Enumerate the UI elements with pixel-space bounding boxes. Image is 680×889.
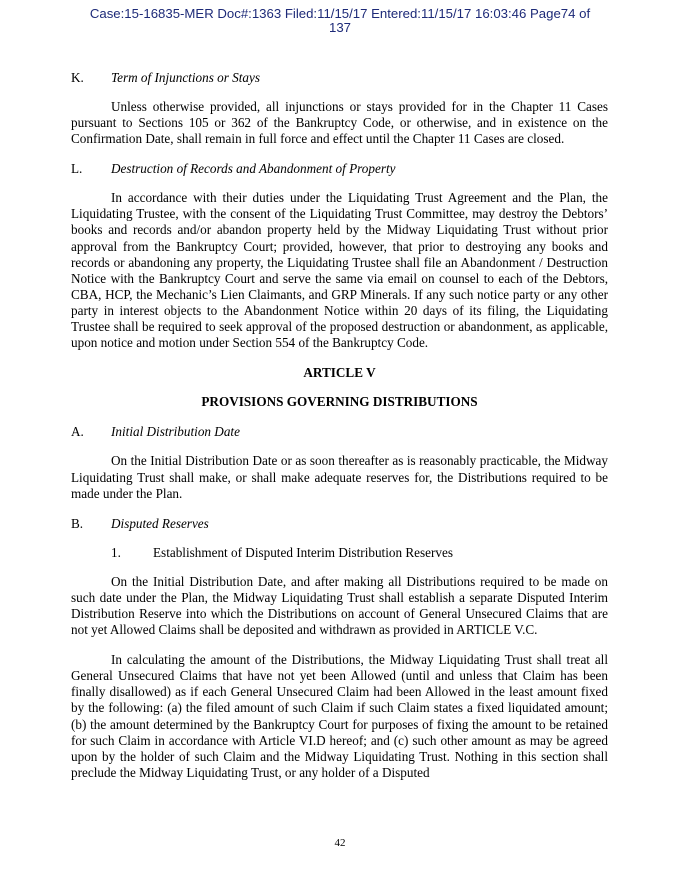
paragraph-b1-1: On the Initial Distribution Date, and after making all Distributions required to be made on such date under the Plan, the Midway Liquidating Trust shall establish a separate Disputed Interim Distribution Reserve into which the Distributions on account of General Unsecured Claims that are not yet Allowed Claims shall be deposited and withdrawn as provided in ARTICLE V.C. (71, 573, 608, 638)
section-letter: K. (71, 70, 84, 85)
subsection-heading-b1 (71, 545, 608, 561)
article-number: ARTICLE V (303, 365, 376, 381)
court-filing-header (40, 7, 640, 35)
section-heading-a (71, 424, 608, 440)
section-heading-l (71, 161, 608, 177)
paragraph-a: On the Initial Distribution Date or as soon thereafter as is reasonably practicable, the Midway Liquidating Trust shall make, or shall make adequate reserves for, the Distributions required to be made under the Plan. (71, 453, 608, 501)
page-number: 42 (334, 837, 346, 849)
filing-header-line-1: Case:15-16835-MER Doc#:1363 Filed:11/15/17 Entered:11/15/17 16:03:46 Page74 of (89, 6, 591, 21)
paragraph-k: Unless otherwise provided, all injunctions or stays provided for in the Chapter 11 Cases pursuant to Sections 105 or 362 of the Bankruptcy Code, or otherwise, and in existence on the Confirmation Date, shall remain in full force and effect until the Chapter 11 Cases are closed. (71, 99, 608, 147)
paragraph-l: In accordance with their duties under the Liquidating Trust Agreement and the Plan, the Liquidating Trustee, with the consent of the Liquidating Trust Committee, may destroy the Debtors’ books and records and/or abandon property held by the Midway Liquidating Trust without prior approval from the Bankruptcy Court; provided, however, that prior to destroying any books and records or abandoning any property, the Liquidating Trustee shall file an Abandonment / Destruction Notice with the Bankruptcy Court and serve the same via email on counsel to each of the Debtors, CBA, HCP, the Mechanic’s Lien Claimants, and GRP Minerals. If any such notice party or any other party in interest objects to the Abandonment Notice within 20 days of its filing, the Liquidating Trustee shall be required to seek approval of the proposed destruction or abandonment, as applicable, upon notice and motion under Section 554 of the Bankruptcy Code. (71, 190, 608, 351)
section-heading-b (71, 516, 608, 532)
paragraph-b1-2: In calculating the amount of the Distributions, the Midway Liquidating Trust shall treat all General Unsecured Claims that have not yet been Allowed (until and unless that Claim has been finally disallowed) as if each General Unsecured Claim had been Allowed in the least amount fixed by the following: (a) the filed amount of such Claim if such Claim states a fixed liquidated amount; (b) the amount determined by the Bankruptcy Court for purposes of fixing the amount to be retained for such Claim in accordance with Article VI.D hereof; and (c) such other amount as may be agreed upon by the holder of such Claim and the Midway Liquidating Trust. Nothing in this section shall preclude the Midway Liquidating Trust, or any holder of a Disputed (71, 652, 608, 780)
section-title: Destruction of Records and Abandonment of Property (111, 161, 396, 177)
subsection-number: 1. (111, 544, 121, 560)
section-letter: A. (71, 424, 84, 440)
section-title: Initial Distribution Date (111, 424, 240, 440)
subsection-title: Establishment of Disputed Interim Distribution Reserves (153, 544, 453, 560)
section-title: Term of Injunctions or Stays (111, 70, 260, 85)
article-title: PROVISIONS GOVERNING DISTRIBUTIONS (201, 394, 478, 410)
section-title: Disputed Reserves (111, 515, 209, 531)
section-letter: L. (71, 161, 83, 177)
filing-header-line-2: 137 (328, 20, 351, 35)
section-heading-k (71, 70, 608, 86)
document-body (71, 70, 608, 781)
section-letter: B. (71, 515, 84, 531)
